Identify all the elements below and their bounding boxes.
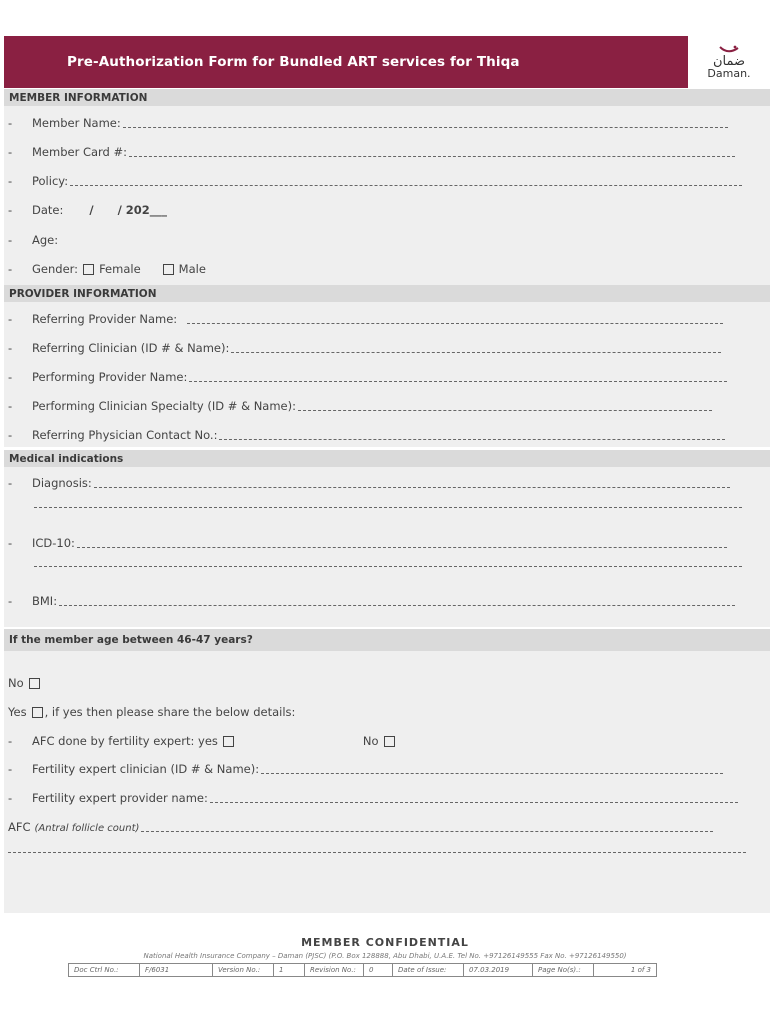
expert-provider-row: - Fertility expert provider name: — [8, 791, 738, 805]
afc-no-label: No — [362, 734, 379, 748]
revision-label: Revision No.: — [305, 964, 364, 977]
date-row: - Date: / / 202___ — [8, 203, 168, 217]
member-card-field[interactable] — [129, 155, 735, 157]
member-name-field[interactable] — [123, 126, 728, 128]
age-label: Age: — [32, 233, 59, 247]
ref-contact-label: Referring Physician Contact No.: — [32, 428, 218, 442]
logo-swoosh-icon — [718, 45, 740, 55]
afc-italic-label: (Antral follicle count) — [34, 823, 140, 834]
ref-provider-field[interactable] — [187, 322, 723, 324]
doc-ctrl-label: Doc Ctrl No.: — [69, 964, 140, 977]
bmi-row: - BMI: — [8, 594, 735, 608]
perf-specialty-row: - Performing Clinician Specialty (ID # & Name): — [8, 399, 712, 413]
male-label: Male — [178, 262, 206, 276]
page-value: 1 of 3 — [594, 964, 657, 977]
doc-control-table — [68, 963, 657, 977]
expert-clinician-label: Fertility expert clinician (ID # & Name): — [32, 762, 260, 776]
provider-info-heading: PROVIDER INFORMATION — [4, 285, 770, 302]
policy-row: - Policy: — [8, 174, 742, 188]
age-row: - Age: — [8, 233, 59, 247]
afc-yes-checkbox[interactable] — [223, 736, 234, 747]
revision-value: 0 — [364, 964, 393, 977]
medical-heading: Medical indications — [4, 450, 770, 467]
ref-clinician-label: Referring Clinician (ID # & Name): — [32, 341, 230, 355]
age-question-heading: If the member age between 46-47 years? — [4, 629, 770, 651]
afc-no-checkbox[interactable] — [384, 736, 395, 747]
diagnosis-row: - Diagnosis: — [8, 476, 730, 490]
afc-done-row: - AFC done by fertility expert: yes No — [8, 734, 400, 748]
member-card-label: Member Card #: — [32, 145, 128, 159]
company-address: National Health Insurance Company – Daman (PJSC) (P.O. Box 128888, Abu Dhabi, U.A.E. Tel No. +97126149555 Fax No. +97126149550) — [143, 952, 627, 960]
ref-provider-row: - Referring Provider Name: — [8, 312, 723, 326]
form-title: Pre-Authorization Form for Bundled ART services for Thiqa — [4, 36, 688, 88]
gender-label: Gender: — [32, 262, 79, 276]
afc-done-label: AFC done by fertility expert: yes — [32, 734, 218, 748]
perf-provider-row: - Performing Provider Name: — [8, 370, 727, 384]
expert-provider-label: Fertility expert provider name: — [32, 791, 208, 805]
expert-clinician-row: - Fertility expert clinician (ID # & Name): — [8, 762, 723, 776]
no-label: No — [8, 676, 24, 690]
member-name-label: Member Name: — [32, 116, 121, 130]
afc-label: AFC — [8, 820, 31, 834]
diagnosis-field-2[interactable] — [34, 506, 742, 508]
yes-checkbox[interactable] — [32, 707, 43, 718]
gender-row: - Gender: Female Male — [8, 262, 206, 276]
icd-label: ICD-10: — [32, 536, 75, 550]
perf-provider-label: Performing Provider Name: — [32, 370, 188, 384]
diagnosis-row-2 — [8, 506, 742, 510]
policy-label: Policy: — [32, 174, 69, 188]
male-checkbox[interactable] — [163, 264, 174, 275]
version-value: 1 — [274, 964, 305, 977]
date-field[interactable]: / / 202___ — [89, 203, 168, 217]
issue-label: Date of Issue: — [393, 964, 464, 977]
bmi-label: BMI: — [32, 594, 58, 608]
diagnosis-field[interactable] — [94, 486, 730, 488]
member-card-row: - Member Card #: — [8, 145, 735, 159]
diagnosis-label: Diagnosis: — [32, 476, 92, 490]
ref-clinician-row: - Referring Clinician (ID # & Name): — [8, 341, 721, 355]
expert-provider-field[interactable] — [210, 801, 738, 803]
icd-field[interactable] — [77, 546, 727, 548]
logo-arabic: ضمان — [712, 53, 746, 69]
expert-clinician-field[interactable] — [261, 772, 723, 774]
daman-logo — [688, 36, 770, 88]
afc-field[interactable] — [141, 830, 713, 832]
member-info-heading: MEMBER INFORMATION — [4, 89, 770, 106]
icd-row-2 — [8, 565, 742, 569]
female-label: Female — [99, 262, 141, 276]
doc-ctrl-value: F/6031 — [140, 964, 213, 977]
ref-contact-field[interactable] — [219, 438, 725, 440]
icd-field-2[interactable] — [34, 565, 742, 567]
no-checkbox[interactable] — [29, 678, 40, 689]
policy-field[interactable] — [70, 184, 742, 186]
age-section-bg — [4, 651, 770, 913]
member-confidential: MEMBER CONFIDENTIAL — [301, 936, 469, 949]
version-label: Version No.: — [213, 964, 274, 977]
date-label: Date: — [32, 203, 64, 217]
female-checkbox[interactable] — [83, 264, 94, 275]
no-row — [8, 676, 45, 690]
ref-provider-label: Referring Provider Name: — [32, 312, 178, 326]
yes-label: Yes — [8, 705, 27, 719]
member-name-row: - Member Name: — [8, 116, 728, 130]
afc-field-2[interactable] — [8, 851, 746, 853]
ref-clinician-field[interactable] — [231, 351, 721, 353]
member-section-bg — [4, 106, 770, 285]
afc-row-2 — [8, 851, 746, 855]
logo-latin: Daman. — [707, 66, 751, 80]
ref-contact-row: - Referring Physician Contact No.: — [8, 428, 725, 442]
form-header — [4, 36, 770, 88]
perf-specialty-field[interactable] — [298, 409, 712, 411]
icd-row: - ICD-10: — [8, 536, 727, 550]
afc-row — [8, 820, 713, 834]
yes-note: , if yes then please share the below details: — [44, 705, 296, 719]
perf-specialty-label: Performing Clinician Specialty (ID # & Name): — [32, 399, 296, 413]
page-label: Page No(s).: — [533, 964, 594, 977]
issue-value: 07.03.2019 — [464, 964, 533, 977]
yes-row — [8, 705, 295, 719]
perf-provider-field[interactable] — [189, 380, 727, 382]
bmi-field[interactable] — [59, 604, 735, 606]
